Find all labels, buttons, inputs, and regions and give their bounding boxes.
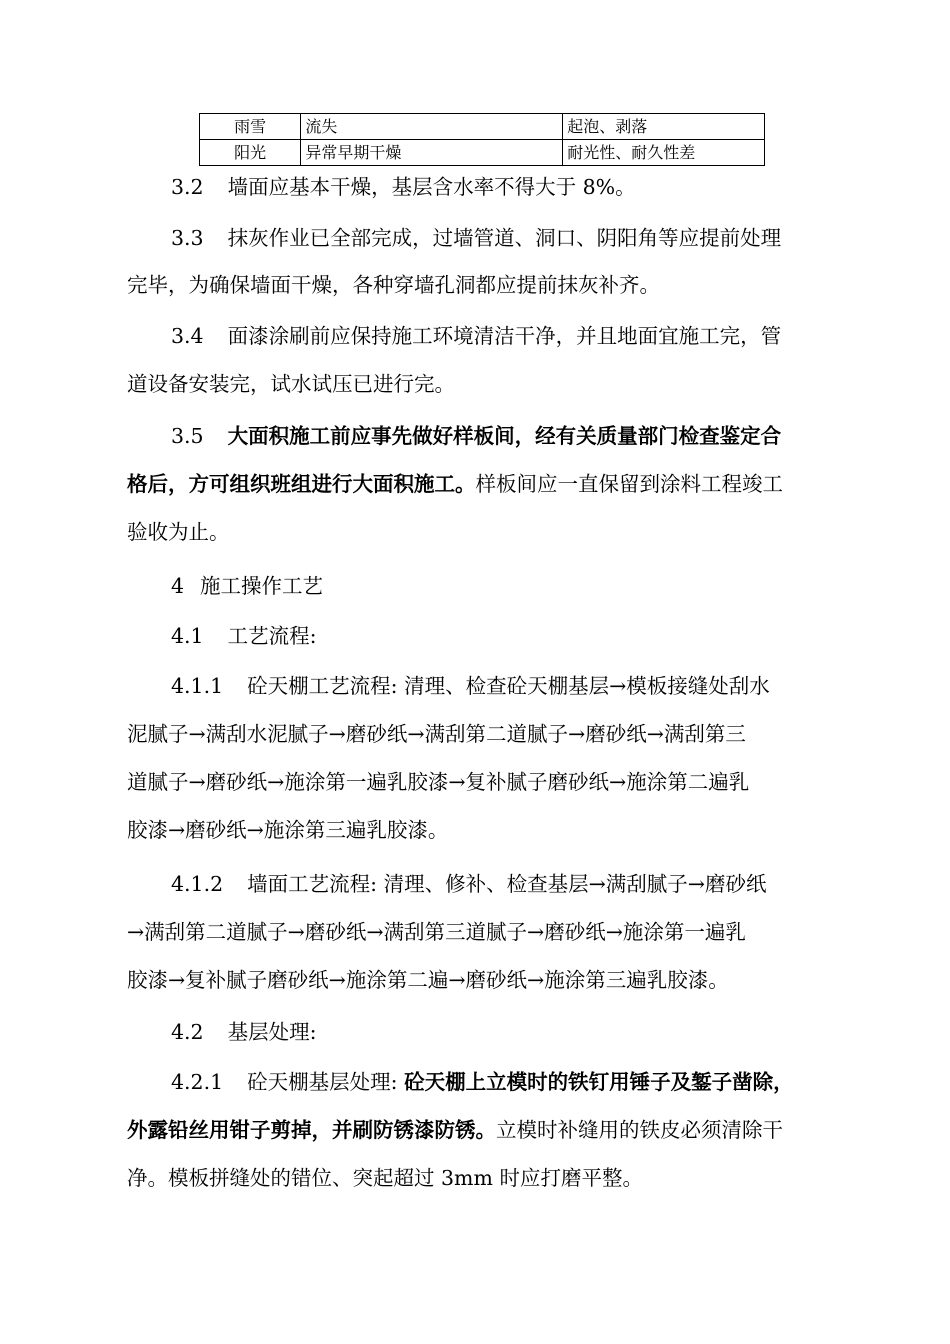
paragraph-3-3-line-2: 完毕，为确保墙面干燥，各种穿墙孔洞都应提前抹灰补齐。 [127, 273, 660, 297]
section-number: 3.5 [171, 424, 204, 448]
section-number: 4.1.2 [171, 872, 224, 896]
section-number: 4.1.1 [171, 674, 224, 698]
paragraph-text: 面漆涂刷前应保持施工环境清洁干净，并且地面宜施工完，管 [227, 324, 782, 348]
paragraph-text: 砼天棚基层处理: [247, 1070, 405, 1094]
paragraph-4-1-1-line-2: 泥腻子→满刮水泥腻子→磨砂纸→满刮第二道腻子→磨砂纸→满刮第三 [127, 722, 746, 746]
paragraph-3-5-line-3: 验收为止。 [127, 520, 230, 544]
paragraph-text: 抹灰作业已全部完成，过墙管道、洞口、阴阳角等应提前处理 [227, 226, 782, 250]
paragraph-text: 样板间应一直保留到涂料工程竣工 [475, 472, 783, 496]
paragraph-4-2-1-line-1 [171, 1072, 840, 1093]
section-number: 4 [171, 574, 185, 598]
table-cell: 流失 [301, 114, 563, 140]
heading-4 [171, 576, 840, 597]
paragraph-3-4-line-2: 道设备安装完，试水试压已进行完。 [127, 372, 455, 396]
table-cell: 起泡、剥落 [563, 114, 765, 140]
paragraph-4-1-2-line-3: 胶漆→复补腻子磨砂纸→施涂第二遍→磨砂纸→施涂第三遍乳胶漆。 [127, 968, 729, 992]
table-cell: 阳光 [200, 140, 301, 166]
paragraph-3-2 [171, 177, 840, 198]
paragraph-4-1-1-line-1 [171, 676, 840, 697]
section-number: 3.4 [171, 324, 204, 348]
paragraph-3-4-line-1 [171, 326, 840, 347]
weather-defect-table [199, 113, 765, 166]
heading-text: 工艺流程: [227, 624, 317, 648]
bold-text: 大面积施工前应事先做好样板间，经有关质量部门检查鉴定合 [227, 424, 782, 448]
paragraph-text: 墙面应基本干燥，基层含水率不得大于 8%。 [227, 175, 636, 199]
table-cell: 雨雪 [200, 114, 301, 140]
paragraph-text: 立模时补缝用的铁皮必须清除干 [496, 1118, 783, 1142]
table-cell: 耐光性、耐久性差 [563, 140, 765, 166]
section-number: 4.1 [171, 624, 204, 648]
section-number: 3.2 [171, 175, 204, 199]
section-number: 4.2 [171, 1020, 204, 1044]
section-number: 3.3 [171, 226, 204, 250]
table-row [200, 114, 765, 140]
paragraph-4-2-1-line-2 [127, 1120, 840, 1141]
heading-4-2 [171, 1022, 840, 1043]
paragraph-text: 砼天棚工艺流程: 清理、检查砼天棚基层→模板接缝处刮水 [247, 674, 770, 698]
paragraph-3-5-line-1 [171, 426, 840, 447]
heading-text: 施工操作工艺 [200, 574, 324, 598]
table-cell: 异常早期干燥 [301, 140, 563, 166]
paragraph-4-1-1-line-4: 胶漆→磨砂纸→施涂第三遍乳胶漆。 [127, 818, 449, 842]
paragraph-4-1-2-line-2: →满刮第二道腻子→磨砂纸→满刮第三道腻子→磨砂纸→施涂第一遍乳 [127, 920, 746, 944]
heading-4-1 [171, 626, 840, 647]
table-row [200, 140, 765, 166]
paragraph-4-2-1-line-3: 净。模板拼缝处的错位、突起超过 3mm 时应打磨平整。 [127, 1166, 643, 1190]
paragraph-text: 墙面工艺流程: 清理、修补、检查基层→满刮腻子→磨砂纸 [247, 872, 767, 896]
heading-text: 基层处理: [227, 1020, 317, 1044]
paragraph-4-1-2-line-1 [171, 874, 840, 895]
paragraph-4-1-1-line-3: 道腻子→磨砂纸→施涂第一遍乳胶漆→复补腻子磨砂纸→施涂第二遍乳 [127, 770, 750, 794]
bold-text: 外露铅丝用钳子剪掉，并刷防锈漆防锈。 [127, 1118, 496, 1142]
paragraph-3-5-line-2 [127, 474, 840, 495]
bold-text: 砼天棚上立模时的铁钉用锤子及錾子凿除， [404, 1070, 794, 1094]
paragraph-3-3-line-1 [171, 228, 840, 249]
section-number: 4.2.1 [171, 1070, 224, 1094]
bold-text: 格后，方可组织班组进行大面积施工。 [127, 472, 476, 496]
